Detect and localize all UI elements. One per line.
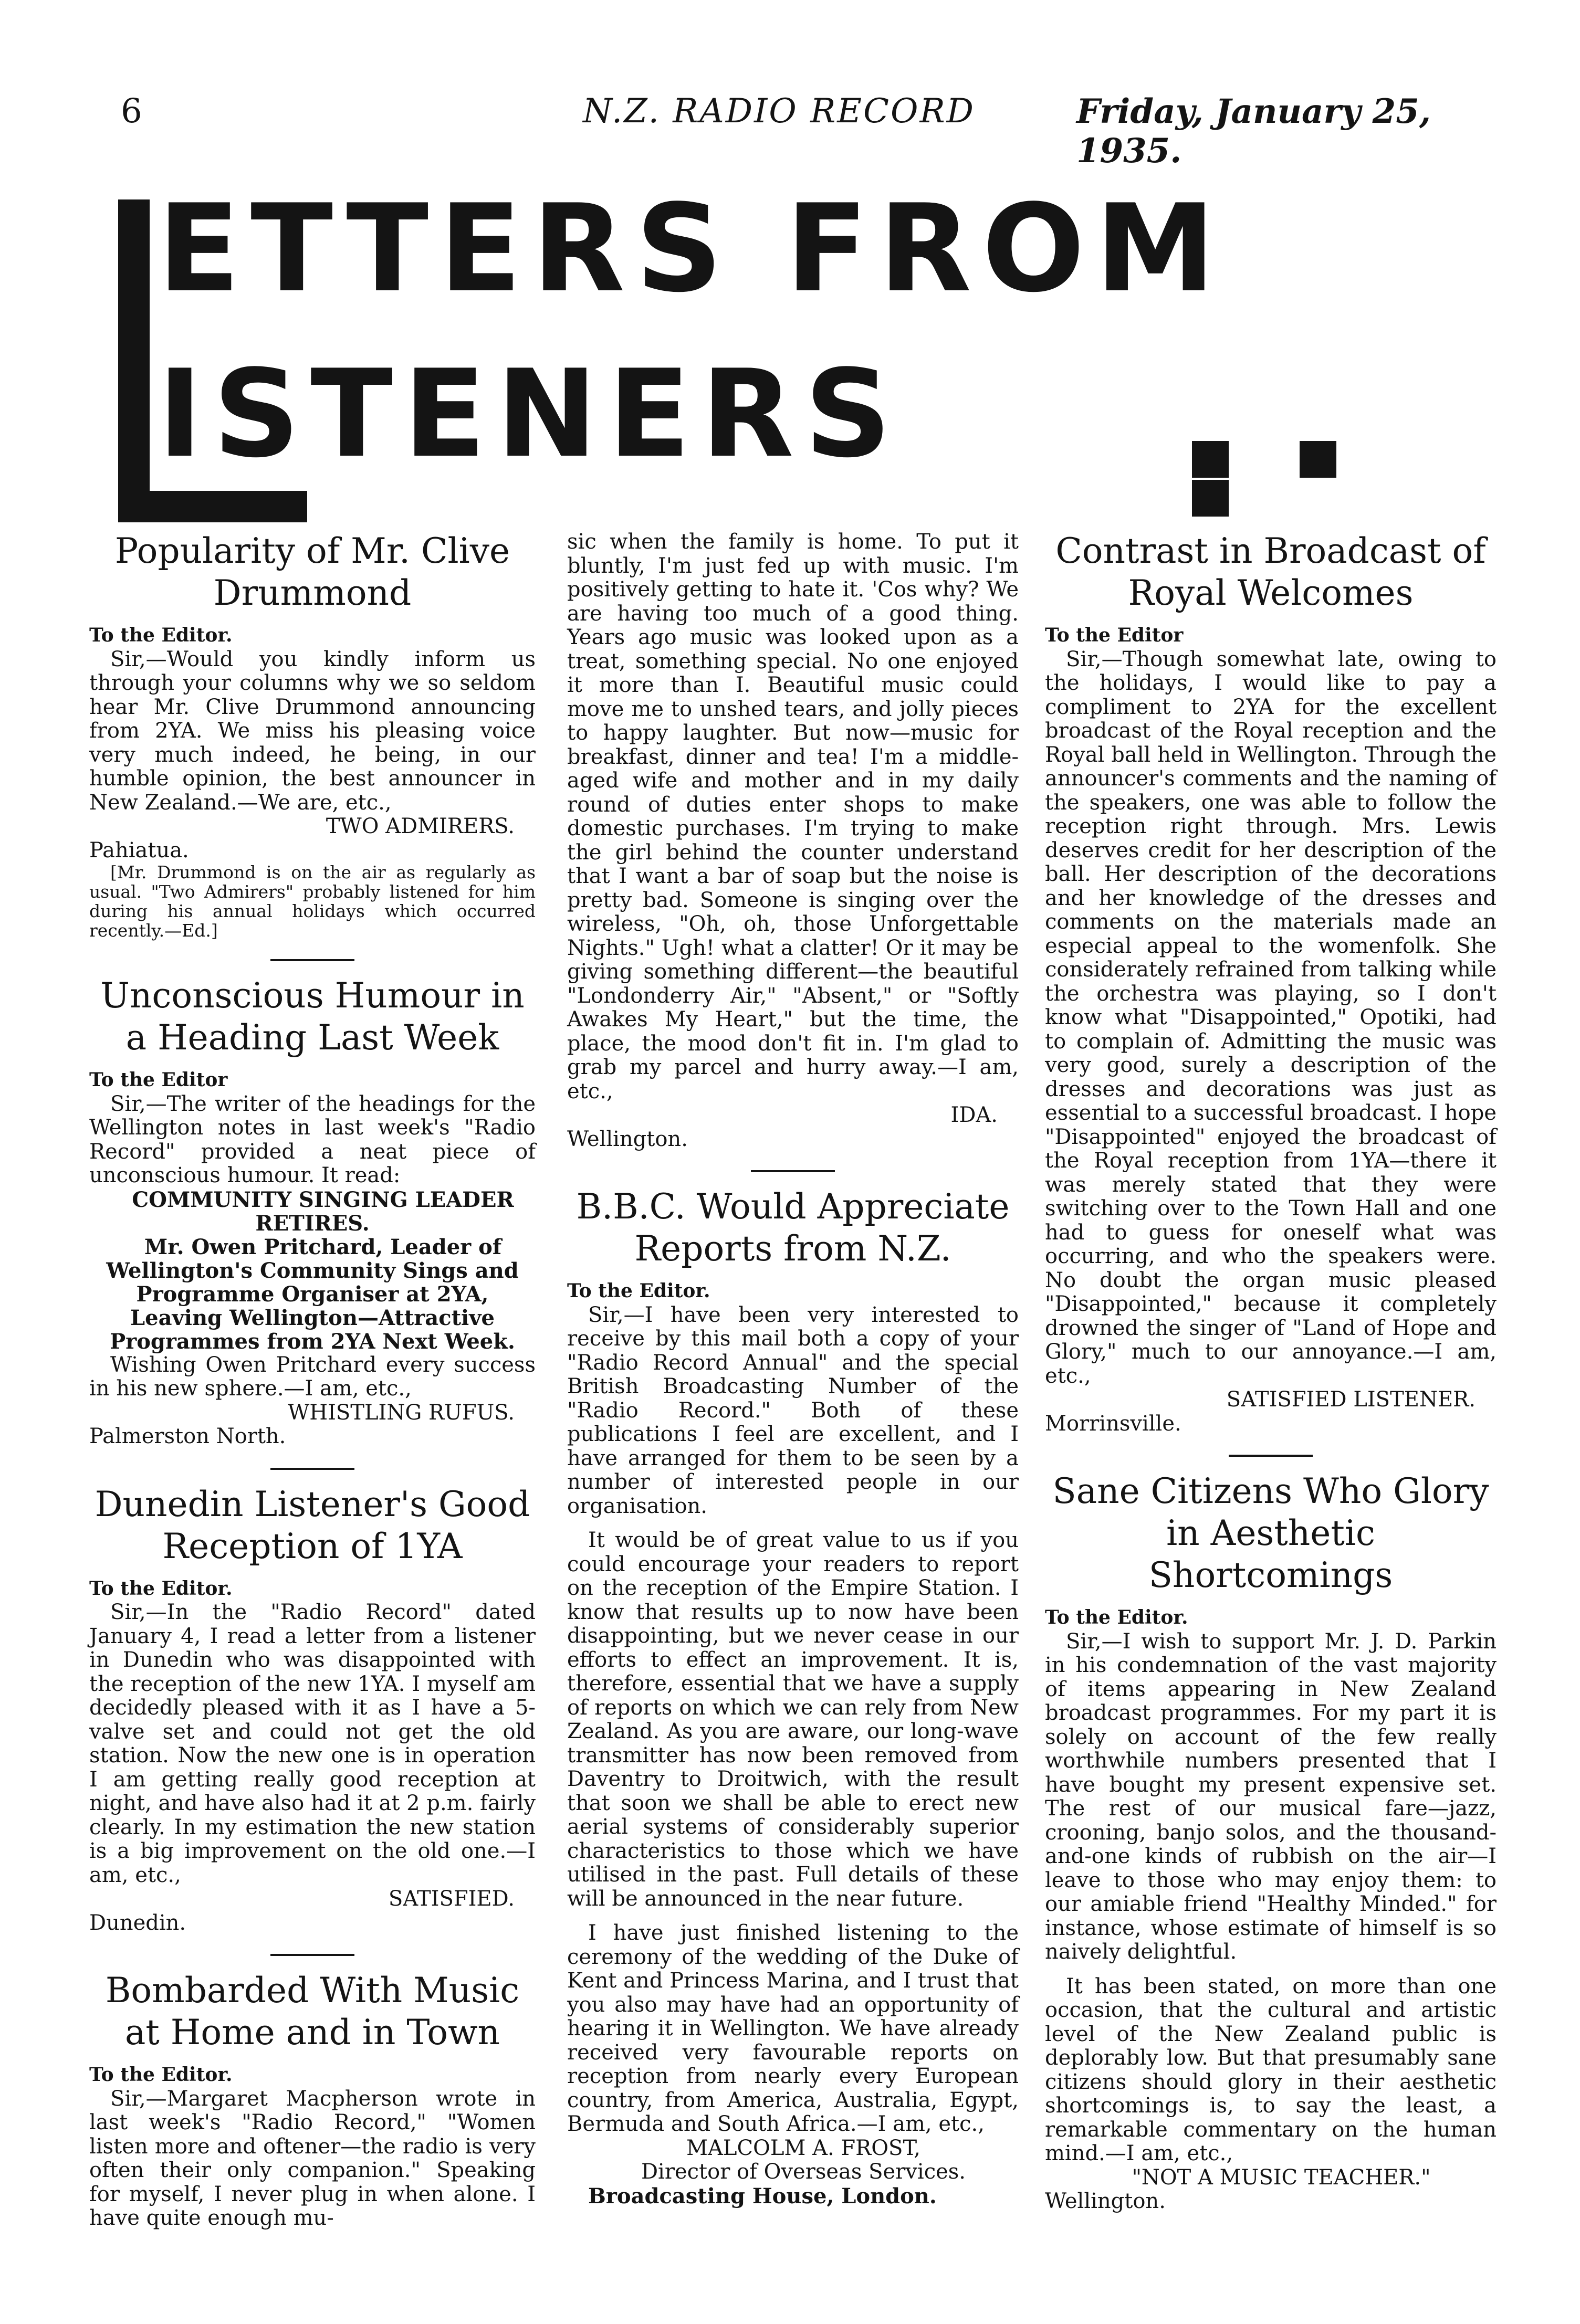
letter-signature: TWO ADMIRERS. [326,814,515,838]
letter-heading: Bombarded With Music at Home and in Town [105,1970,520,2053]
letter-signer-title: Director of Overseas Services. [641,2160,966,2184]
column-3 [1045,530,1497,2214]
letter-signature: MALCOLM A. FROST, [686,2136,920,2160]
letter-heading: Contrast in Broadcast of Royal Welcomes [1055,531,1486,613]
letter-heading: B.B.C. Would Appreciate Reports from N.Z. [576,1186,1010,1269]
masthead [105,178,1491,546]
salutation: To the Editor. [1045,1606,1188,1628]
letter-signature: SATISFIED. [388,1887,515,1911]
letter-signature: "NOT A MUSIC TEACHER." [1132,2165,1431,2190]
letter-body: It would be of great value to us if you could encourage your readers to report on the reception of the Empire Station. I know that results up to now have been disappointing, but we never cease in our efforts to effect an improvement. It is, therefore, essential that we have a supply of reports on which we can rely from New Zealand. As you are aware, our long-wave transmitter has now been removed from Daventry to Droitwich, with the result that soon we shall be able to erect new aerial systems of considerably superior characteristics to those which we have utilised in the past. Full details of these will be announced in the near future. [567,1528,1019,1911]
masthead-initial-l-stem [118,199,150,522]
quoted-subhead: Mr. Owen Pritchard, Leader of Wellington's Community Sings and Programme Organiser at 2YA, Leaving Wellington—Attractive Programmes from 2YA Next Week. [106,1234,519,1354]
salutation: To the Editor. [89,624,233,646]
letter-place: Dunedin. [89,1910,186,1935]
divider [270,959,354,961]
letter-place: Palmerston North. [89,1424,286,1448]
letter-body: Sir,—In the "Radio Record" dated January 4, I read a letter from a listener in Dunedin who was disappointed with the reception of the new 1YA. I myself am decidedly pleased with it as I have a 5-valve set and could not get the old station. Now the new one is in operation I am getting really good reception at night, and have also had it at 2 p.m. fairly clearly. In my estimation the new station is a big improvement on the old one.—I am, etc., [89,1600,536,1887]
letter-heading: Sane Citizens Who Glory in Aesthetic Shortcomings [1052,1471,1489,1595]
letter-signature: SATISFIED LISTENER. [1226,1387,1476,1412]
letter-body: It has been stated, on more than one occasion, that the cultural and artistic level of the New Zealand public is deplorably low. But that presumably sane citizens should glory in their aesthetic shortcomings is, to say the least, a remarkable commentary on the human mind.—I am, etc., [1045,1974,1497,2165]
letter-place: Morrinsville. [1045,1411,1181,1436]
publication-title: N.Z. RADIO RECORD [583,92,975,131]
letter-address: Broadcasting House, London. [588,2183,937,2209]
column-1 [89,530,536,2231]
salutation: To the Editor. [89,2064,233,2086]
letter-body: Sir,—The writer of the headings for the Wellington notes in last week's "Radio Record" provided a neat piece of unconscious humour. It read: [89,1091,536,1187]
quoted-headline: COMMUNITY SINGING LEADER RETIRES. [132,1187,514,1236]
editor-note: [Mr. Drummond is on the air as regularly as usual. "Two Admirers" probably listened for him during his annual holidays which occurred recently.—Ed.] [89,862,536,941]
letter-place: Wellington. [567,1127,688,1151]
letter-place: Pahiatua. [89,838,189,863]
issue-date: Friday, January 25, 1935. [1076,92,1431,171]
divider [270,1954,354,1956]
page-header [105,92,1491,171]
letter-body: Sir,—I wish to support Mr. J. D. Parkin in his condemnation of the vast majority of items appearing in New Zealand broadcast programmes. For my part it is solely on account of the few really worthwhile numbers presented that I have bought my present expensive set. The rest of our musical fare—jazz, crooning, banjo solos, and the thousand-and-one kinds of rubbish on the air—I leave to those who may enjoy them: to our amiable friend "Healthy Minded." for instance, whose estimate of himself is so naively delightful. [1045,1629,1497,1964]
letter-heading: Popularity of Mr. Clive Drummond [114,531,510,613]
masthead-line-1: ETTERS FROM [158,179,1226,319]
salutation: To the Editor [89,1069,228,1091]
page-number: 6 [121,92,142,131]
letter-body: Sir,—Margaret Macpherson wrote in last week's "Radio Record," "Women listen more and oftener—the radio is very often their only companion." Speaking for myself, I never plug in when alone. I have quite enough mu- [89,2086,536,2230]
masthead-initial-l-foot [118,491,307,522]
letter-body-continued: sic when the family is home. To put it bluntly, I'm just fed up with music. I'm positively getting to hate it. 'Cos why? We are having too much of a good thing. Years ago music was looked upon as a treat, something special. No one enjoyed it more than I. Beautiful music could move me to unshed tears, and jolly pieces to happy laughter. But now—music for breakfast, dinner and tea! I'm a middle-aged wife and mother and in my daily round of duties enter shops to make domestic purchases. I'm trying to make the girl behind the counter understand that I want a bar of soap but the noise is pretty bad. Someone is singing over the wireless, "Oh, oh, those Unforgettable Nights." Ugh! what a clatter! Or it may be giving something different—the beautiful "Londonderry Air," "Absent," or "Softly Awakes My Heart," but the time, the place, the mood don't fit in. I'm glad to grab my parcel and hurry away.—I am, etc., [567,530,1019,1103]
letter-body: Sir,—Though somewhat late, owing to the holidays, I would like to pay a compliment to 2YA for the excellent broadcast of the Royal reception and the Royal ball held in Wellington. Through the announcer's comments and the naming of the speakers, one was able to follow the reception right through. Mrs. Lewis deserves credit for her description of the ball. Her description of the decorations and her knowledge of the dresses and comments on the materials made an especial appeal to the womenfolk. She considerately refrained from talking while the orchestra was playing, so I don't know what "Disappointed," Opotiki, had to complain of. Admitting the music was very good, surely a description of the dresses and decorations was just as essential to a successful broadcast. I hope "Disappointed" enjoyed the broadcast of the Royal reception from 1YA—there it was merely stated that they were switching over to the Town Hall and one had to guess for oneself what was occurring, and who the speakers were. No doubt the organ music pleased "Disappointed," because it completely drowned the singer of "Land of Hope and Glory," much to our annoyance.—I am, etc., [1045,647,1497,1388]
letter-heading: Dunedin Listener's Good Reception of 1YA [95,1484,530,1566]
letter-signature: IDA. [950,1103,998,1127]
divider [270,1468,354,1470]
masthead-line-2: ISTENERS [158,344,902,485]
letter-heading: Unconscious Humour in a Heading Last Week [100,975,525,1058]
letter-body: Sir,—I have been very interested to receive by this mail both a copy of your "Radio Record Annual" and the special British Broadcasting Number of the "Radio Record." Both of these publications I feel are excellent, and I have arranged for them to be seen by a number of interested people in our organisation. [567,1302,1019,1518]
column-2 [567,530,1019,2208]
letter-body: Sir,—Would you kindly inform us through your columns why we so seldom hear Mr. Clive Drummond announcing from 2YA. We miss his pleasing voice very much indeed, he being, in our humble opinion, the best announcer in New Zealand.—We are, etc., [89,647,536,815]
salutation: To the Editor [1045,624,1184,646]
divider [751,1170,835,1172]
letter-signature: WHISTLING RUFUS. [288,1400,515,1425]
letter-body: I have just finished listening to the ceremony of the wedding of the Duke of Kent and Princess Marina, and I trust that you also may have had an opportunity of hearing it in Wellington. We have already received very favourable reports on reception from nearly every European country, from America, Australia, Egypt, Bermuda and South Africa.—I am, etc., [567,1921,1019,2136]
letter-place: Wellington. [1045,2189,1166,2213]
letter-closing: Wishing Owen Pritchard every success in his new sphere.—I am, etc., [89,1352,536,1401]
masthead-ellipsis [1192,441,1491,519]
salutation: To the Editor. [89,1577,233,1600]
divider [1229,1455,1313,1457]
salutation: To the Editor. [567,1280,710,1302]
